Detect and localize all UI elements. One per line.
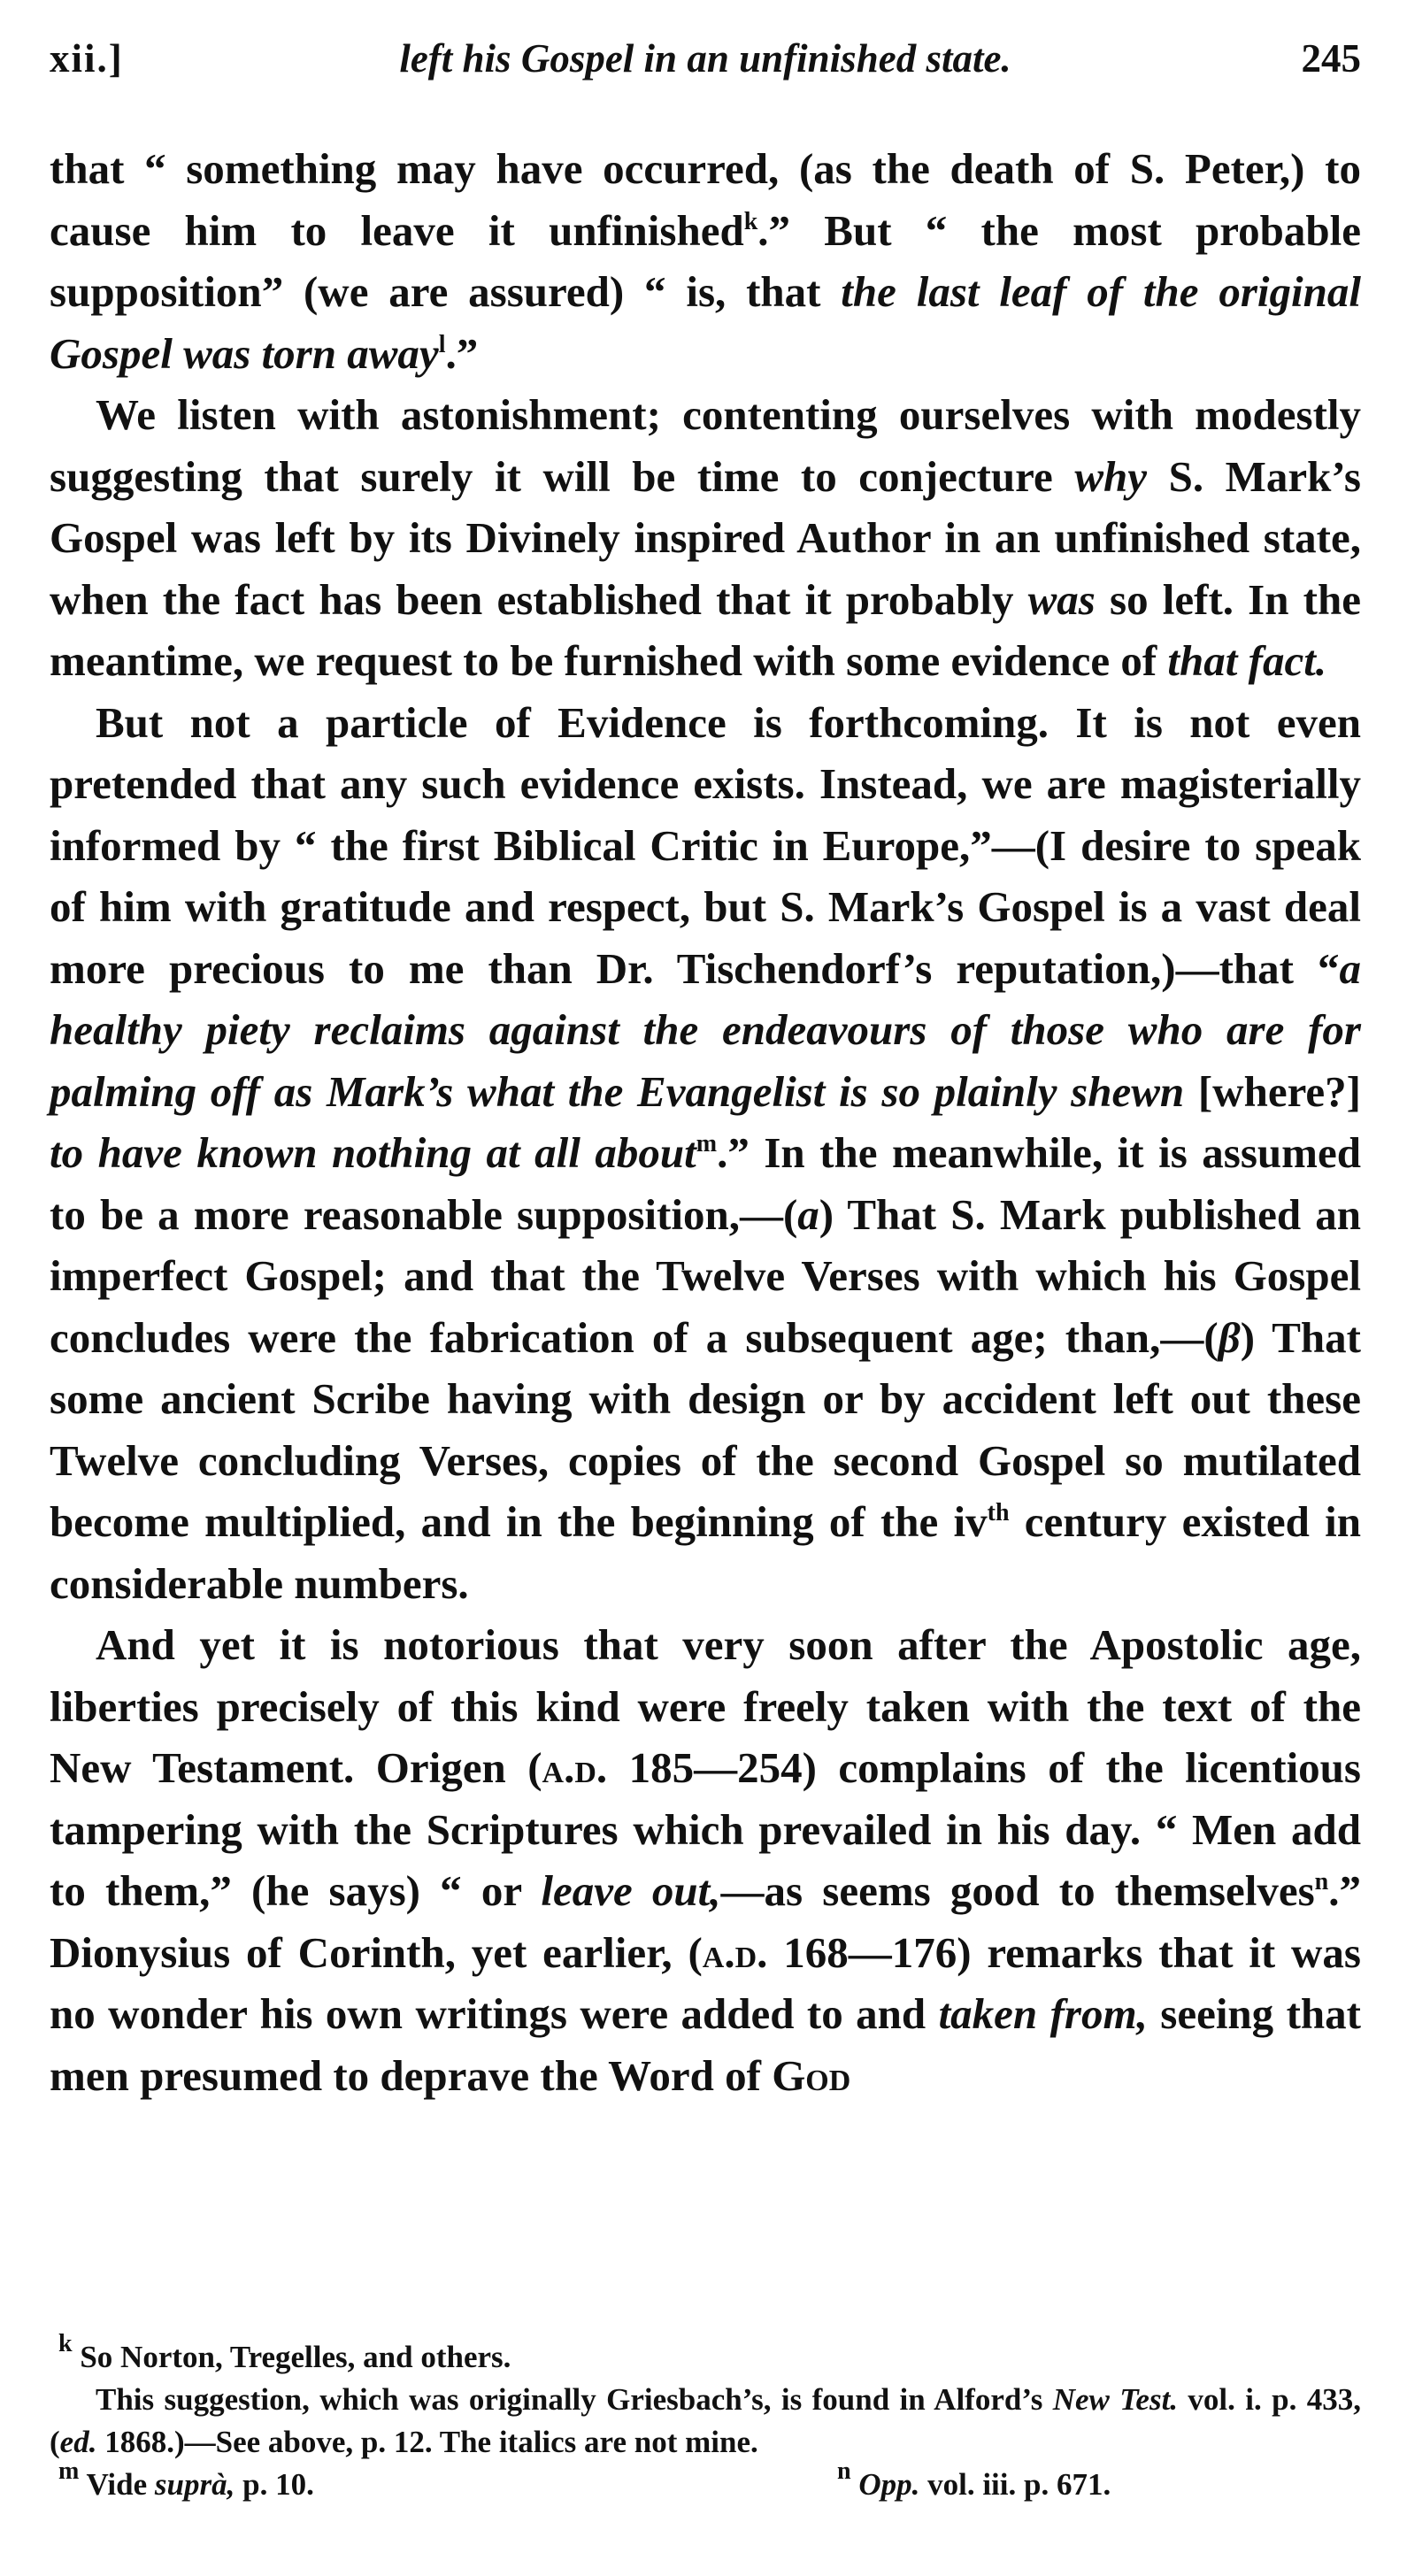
italic-run: a <box>797 1189 819 1239</box>
text-run: .” But “ the most probable supposition” (we are assured) “ is, that <box>50 205 1361 316</box>
footnote-text: p. 10. <box>234 2467 314 2502</box>
italic-run: suprà, <box>154 2467 235 2502</box>
text-run: ) That some ancient Scribe having with design or by accident left out these Twelve concluding Verses, copies of the second Gospel so mutilated become multiplied, and in the beginning of the iv <box>50 1312 1362 1546</box>
footnote-text: So Norton, Tregelles, and others. <box>72 2340 511 2374</box>
text-run: century existed in considerable numbers. <box>50 1497 1361 1608</box>
running-header <box>50 25 1361 85</box>
text-run: that “ something may have occurred, (as the death of S. Peter,) to cause him to leave it unfinished <box>50 144 1361 255</box>
text-run: S. Mark’s Gospel was left by its Divinely inspired Author in an unfinished state, when the fact has been established that it probably <box>50 451 1361 624</box>
italic-run: a healthy piety reclaims against the endeavours of those who are for palming off as Mark’s what the Evangelist is so plainly shewn <box>50 943 1361 1116</box>
footnote-row <box>50 2457 1361 2506</box>
footnote-k <box>50 2330 1361 2379</box>
chapter-marker: xii.] <box>50 36 124 81</box>
italic-run: why <box>1074 451 1148 501</box>
running-title: left his Gospel in an unfinished state. <box>399 36 1011 81</box>
small-caps-run: God <box>772 2050 851 2100</box>
page-number: 245 <box>1301 36 1361 81</box>
superscript: th <box>987 1499 1010 1526</box>
text-run: —as seems good to themselves <box>720 1866 1315 1915</box>
paragraph-2 <box>50 384 1361 692</box>
italic-run: leave out, <box>541 1866 721 1915</box>
footnote-l <box>50 2379 1361 2464</box>
footnote-marker: n <box>837 2457 851 2485</box>
text-run: But not a particle of Evidence is forthcoming. It is not even pretended that any such evidence exists. Instead, we are magisterially informed by “ the first Biblical Critic in Europe,”—(I desire to speak of him with gratitude and respect, but S. Mark’s Gospel is a vast deal more precious to me than Dr. Tischendorf’s reputation,)—that “ <box>50 697 1361 993</box>
text-run: so left. In the meantime, we request to be furnished with some evidence of <box>50 574 1361 685</box>
footnote-marker: m <box>58 2457 80 2485</box>
italic-run: taken from, <box>938 1989 1148 2038</box>
text-run: 168—176) remarks that it was no wonder his own writings were added to and <box>50 1927 1362 2038</box>
paragraph-1 <box>50 138 1361 384</box>
footnote-text: vol. iii. p. 671. <box>919 2467 1111 2502</box>
footnote-text: vol. i. p. 433, ( <box>50 2382 1361 2459</box>
footnote-text: This suggestion, which was originally Griesbach’s, is found in Alford’s <box>96 2382 1053 2417</box>
text-run: 185—254) complains of the licentious tampering with the Scriptures which prevailed in his day. “ Men add to them,” (he says) “ or <box>50 1743 1361 1915</box>
text-run: We listen with astonishment; contenting ourselves with modestly suggesting that surely it will be time to conjecture <box>50 390 1361 501</box>
italic-run: was <box>1027 574 1096 624</box>
text-run: .” Dionysius of Corinth, yet earlier, ( <box>50 1866 1361 1977</box>
footnote-text: Vide <box>79 2467 155 2502</box>
footnote-n <box>837 2457 1111 2506</box>
footnotes <box>50 2330 1361 2506</box>
footnote-m <box>58 2457 314 2502</box>
italic-run: β <box>1218 1312 1241 1362</box>
italic-run: the last leaf of the original Gospel was torn away <box>50 267 1361 378</box>
text-run: ) That S. Mark published an imperfect Gospel; and that the Twelve Verses with which his Gospel concludes were the fabrication of a subsequent age; than,—( <box>50 1189 1361 1362</box>
footnote-ref-m[interactable]: m <box>696 1130 718 1157</box>
footnote-ref-n[interactable]: n <box>1314 1868 1329 1895</box>
italic-run: ed. <box>59 2425 97 2459</box>
italic-run: that fact. <box>1167 636 1327 685</box>
text-run: .” <box>445 328 479 378</box>
text-run: [where?] <box>1184 1066 1361 1116</box>
body-text <box>50 138 1361 2106</box>
footnote-ref-l[interactable]: l <box>438 330 446 358</box>
italic-run: New Test. <box>1052 2382 1179 2417</box>
text-run: seeing that men presumed to deprave the Word of <box>50 1989 1361 2100</box>
footnote-ref-k[interactable]: k <box>743 207 758 235</box>
text-run: .” In the meanwhile, it is assumed to be a more reasonable supposition,—( <box>50 1128 1361 1239</box>
paragraph-3 <box>50 692 1361 1615</box>
italic-run: Opp. <box>858 2467 920 2502</box>
footnote-marker: k <box>58 2330 73 2357</box>
text-run: And yet it is notorious that very soon after the Apostolic age, liberties precisely of this kind were freely taken with the text of the New Testament. Origen ( <box>50 1620 1361 1792</box>
italic-run: to have known nothing at all about <box>50 1128 696 1177</box>
small-caps-run: a.d. <box>542 1743 608 1792</box>
small-caps-run: a.d. <box>702 1927 768 1977</box>
paragraph-4 <box>50 1614 1361 2106</box>
footnote-text: 1868.)—See above, p. 12. The italics are not mine. <box>96 2425 758 2459</box>
